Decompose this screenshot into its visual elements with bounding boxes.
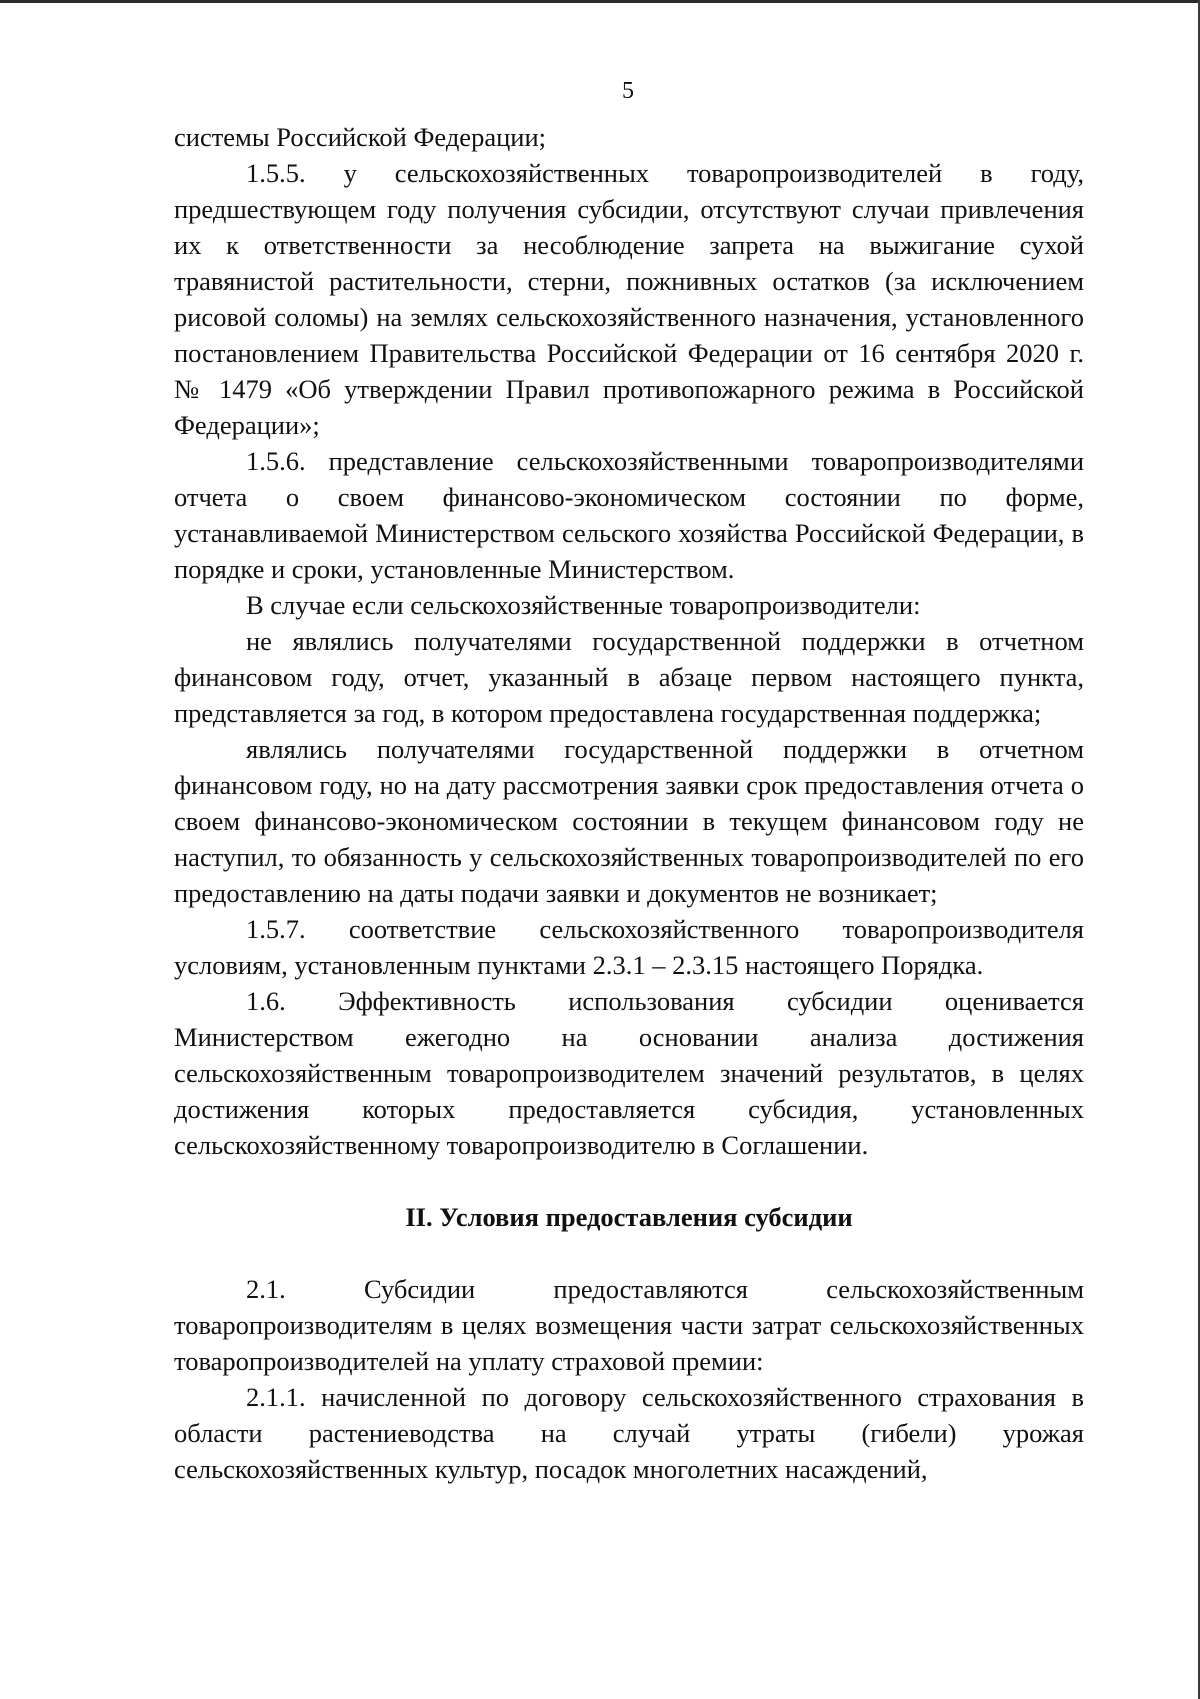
paragraph-1-5-6: 1.5.6. представление сельскохозяйственными товаропроизводителями отчета о своем финансово-экономическом состоянии по форме, устанавливаемой Министерством сельского хозяйства Российской Федерации, в порядке и сроки, установленные Министерством. <box>174 446 1084 584</box>
section-heading: II. Условия предоставления субсидии <box>405 1202 853 1232</box>
page-number: 5 <box>622 78 634 104</box>
paragraph-1-5-7: 1.5.7. соответствие сельскохозяйственного товаропроизводителя условиям, установленным пунктами 2.3.1 – 2.3.15 настоящего Порядка. <box>174 914 1084 980</box>
paragraph-2-1-1: 2.1.1. начисленной по договору сельскохозяйственного страхования в области растениеводства на случай утраты (гибели) урожая сельскохозяйственных культур, посадок многолетних насаждений, <box>174 1382 1084 1484</box>
paragraph-2-1: 2.1. Субсидии предоставляются сельскохозяйственным товаропроизводителям в целях возмещения части затрат сельскохозяйственных товаропроизводителей на уплату страховой премии: <box>174 1274 1084 1376</box>
paragraph-1-6: 1.6. Эффективность использования субсидии оценивается Министерством ежегодно на основании анализа достижения сельскохозяйственным товаропроизводителем значений результатов, в целях достижения которых предоставляется субсидия, установленных сельскохозяйственному товаропроизводителю в Соглашении. <box>174 986 1084 1160</box>
document-body <box>174 119 1084 1487</box>
paragraph-1-5-5: 1.5.5. у сельскохозяйственных товаропроизводителей в году, предшествующем году получения субсидии, отсутствуют случаи привлечения их к ответственности за несоблюдение запрета на выжигание сухой травянистой растительности, стерни, пожнивных остатков (за исключением рисовой соломы) на землях сельскохозяйственного назначения, установленного постановлением Правительства Российской Федерации от 16 сентября 2020 г. № 1479 «Об утверждении Правил противопожарного режима в Российской Федерации»; <box>174 158 1084 440</box>
scan-edge-top <box>0 0 1200 3</box>
paragraph-case-not-recipients: не являлись получателями государственной поддержки в отчетном финансовом году, отчет, указанный в абзаце первом настоящего пункта, представляется за год, в котором предоставлена государственная поддержка; <box>174 626 1084 728</box>
paragraph-continuation: системы Российской Федерации; <box>174 122 546 152</box>
paragraph-case-recipients: являлись получателями государственной поддержки в отчетном финансовом году, но на дату рассмотрения заявки срок предоставления отчета о своем финансово-экономическом состоянии в текущем финансовом году не наступил, то обязанность у сельскохозяйственных товаропроизводителей по его предоставлению на даты подачи заявки и документов не возникает; <box>174 734 1084 908</box>
paragraph-case-intro: В случае если сельскохозяйственные товаропроизводители: <box>246 590 921 620</box>
